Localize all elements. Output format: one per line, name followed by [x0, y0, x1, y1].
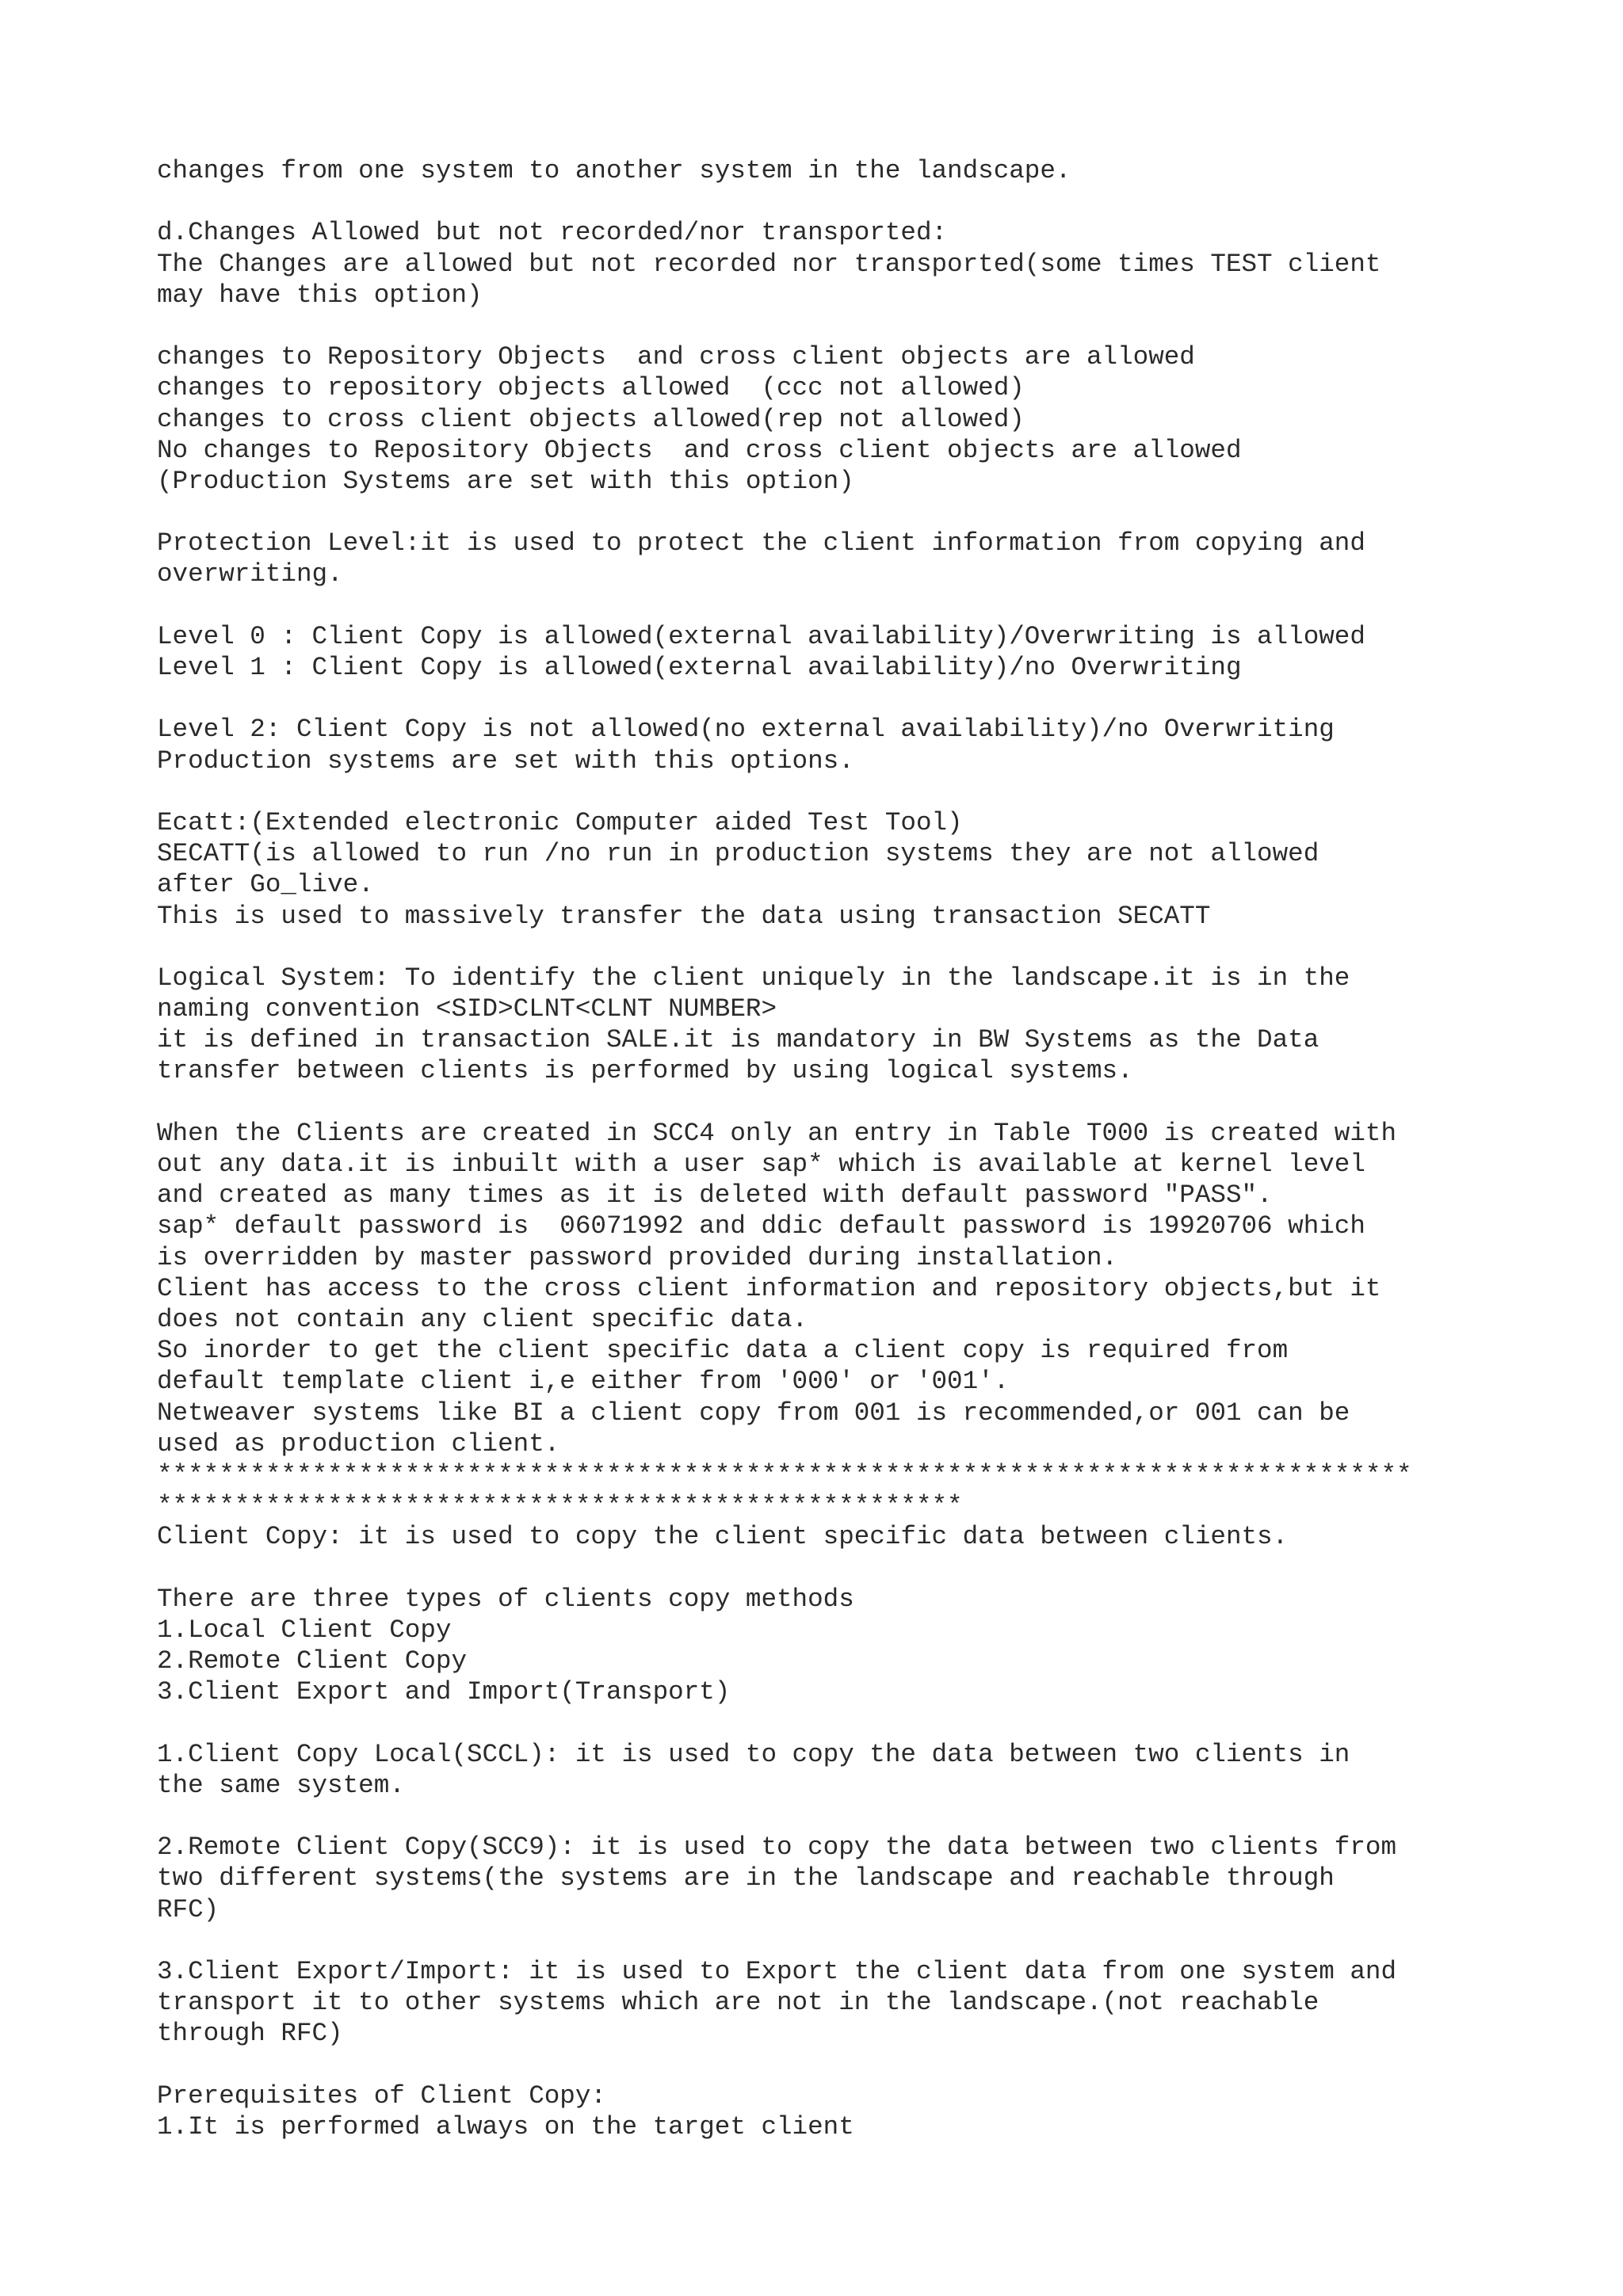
text-line: changes to repository objects allowed (ccc not allowed)	[157, 373, 1025, 403]
text-line: Protection Level:it is used to protect the client information from copying and	[157, 528, 1365, 559]
text-line: 1.It is performed always on the target client	[157, 2111, 854, 2142]
text-line: Client has access to the cross client information and repository objects,but it	[157, 1273, 1381, 1303]
paragraph	[157, 528, 1591, 589]
paragraph	[157, 714, 1591, 776]
paragraph	[157, 807, 1591, 932]
text-line: So inorder to get the client specific data a client copy is required from	[157, 1336, 1289, 1366]
text-line: ****************************************************	[157, 1491, 963, 1521]
text-line: and created as many times as it is deleted with default password "PASS".	[157, 1180, 1273, 1211]
paragraph	[157, 1118, 1591, 1553]
text-line: 2.Remote Client Copy	[157, 1646, 468, 1676]
text-line: default template client i,e either from '000' or '001'.	[157, 1367, 1010, 1397]
text-line: Level 2: Client Copy is not allowed(no external availability)/no Overwriting	[157, 715, 1335, 745]
paragraph	[157, 341, 1591, 497]
text-line: sap* default password is 06071992 and ddic default password is 19920706 which	[157, 1211, 1365, 1241]
paragraph	[157, 1584, 1591, 1708]
text-line: The Changes are allowed but not recorded nor transported(some times TEST client	[157, 249, 1381, 279]
text-line: Client Copy: it is used to copy the client specific data between clients.	[157, 1522, 1289, 1552]
text-line: after Go_live.	[157, 870, 374, 900]
text-line: This is used to massively transfer the data using transaction SECATT	[157, 901, 1211, 931]
text-line: may have this option)	[157, 280, 483, 310]
text-line: changes to cross client objects allowed(rep not allowed)	[157, 404, 1025, 434]
text-line: out any data.it is inbuilt with a user sap* which is available at kernel level	[157, 1150, 1365, 1179]
paragraph	[157, 155, 1591, 186]
text-line: transport it to other systems which are not in the landscape.(not reachable	[157, 1988, 1319, 2018]
text-line: 3.Client Export and Import(Transport)	[157, 1677, 731, 1707]
text-line: the same system.	[157, 1770, 405, 1800]
text-line: through RFC)	[157, 2019, 343, 2049]
text-line: overwriting.	[157, 559, 343, 589]
text-line: two different systems(the systems are in the landscape and reachable through	[157, 1863, 1335, 1894]
text-line: Ecatt:(Extended electronic Computer aided Test Tool)	[157, 807, 963, 837]
text-line: Production systems are set with this options.	[157, 746, 854, 776]
text-line: 1.Local Client Copy	[157, 1615, 452, 1645]
paragraph	[157, 2081, 1591, 2142]
paragraph	[157, 621, 1591, 683]
paragraph	[157, 1739, 1591, 1801]
text-line: it is defined in transaction SALE.it is mandatory in BW Systems as the Data	[157, 1025, 1319, 1055]
text-line: Level 0 : Client Copy is allowed(external availability)/Overwriting is allowed	[157, 621, 1365, 651]
paragraph	[157, 963, 1591, 1087]
text-line: Netweaver systems like BI a client copy from 001 is recommended,or 001 can be	[157, 1398, 1350, 1428]
text-line: naming convention <SID>CLNT<CLNT NUMBER>	[157, 994, 777, 1024]
text-line: There are three types of clients copy methods	[157, 1584, 854, 1614]
text-line: changes to Repository Objects and cross client objects are allowed	[157, 342, 1195, 372]
text-line: 3.Client Export/Import: it is used to Export the client data from one system and	[157, 1956, 1397, 1986]
text-line: transfer between clients is performed by using logical systems.	[157, 1056, 1133, 1086]
paragraph	[157, 1956, 1591, 2050]
paragraph	[157, 217, 1591, 311]
text-line: 2.Remote Client Copy(SCC9): it is used to copy the data between two clients from	[157, 1833, 1397, 1863]
text-line: (Production Systems are set with this option)	[157, 466, 854, 496]
text-line: No changes to Repository Objects and cross client objects are allowed	[157, 435, 1242, 465]
text-line: d.Changes Allowed but not recorded/nor transported:	[157, 218, 948, 248]
text-line: is overridden by master password provided during installation.	[157, 1242, 1118, 1272]
text-line: does not contain any client specific data.	[157, 1304, 808, 1334]
text-line: Logical System: To identify the client uniquely in the landscape.it is in the	[157, 963, 1350, 993]
text-line: 1.Client Copy Local(SCCL): it is used to copy the data between two clients in	[157, 1739, 1350, 1769]
text-line: SECATT(is allowed to run /no run in production systems they are not allowed	[157, 839, 1319, 869]
text-line: When the Clients are created in SCC4 only an entry in Table T000 is created with	[157, 1118, 1397, 1148]
text-line: used as production client.	[157, 1428, 560, 1459]
text-line: changes from one system to another system in the landscape.	[157, 156, 1071, 185]
text-line: RFC)	[157, 1894, 220, 1924]
text-line: Level 1 : Client Copy is allowed(external availability)/no Overwriting	[157, 653, 1242, 682]
text-line: *********************************************************************************	[157, 1459, 1412, 1489]
text-line: Prerequisites of Client Copy:	[157, 2081, 606, 2111]
document-body	[157, 155, 1591, 2173]
paragraph	[157, 1832, 1591, 1925]
